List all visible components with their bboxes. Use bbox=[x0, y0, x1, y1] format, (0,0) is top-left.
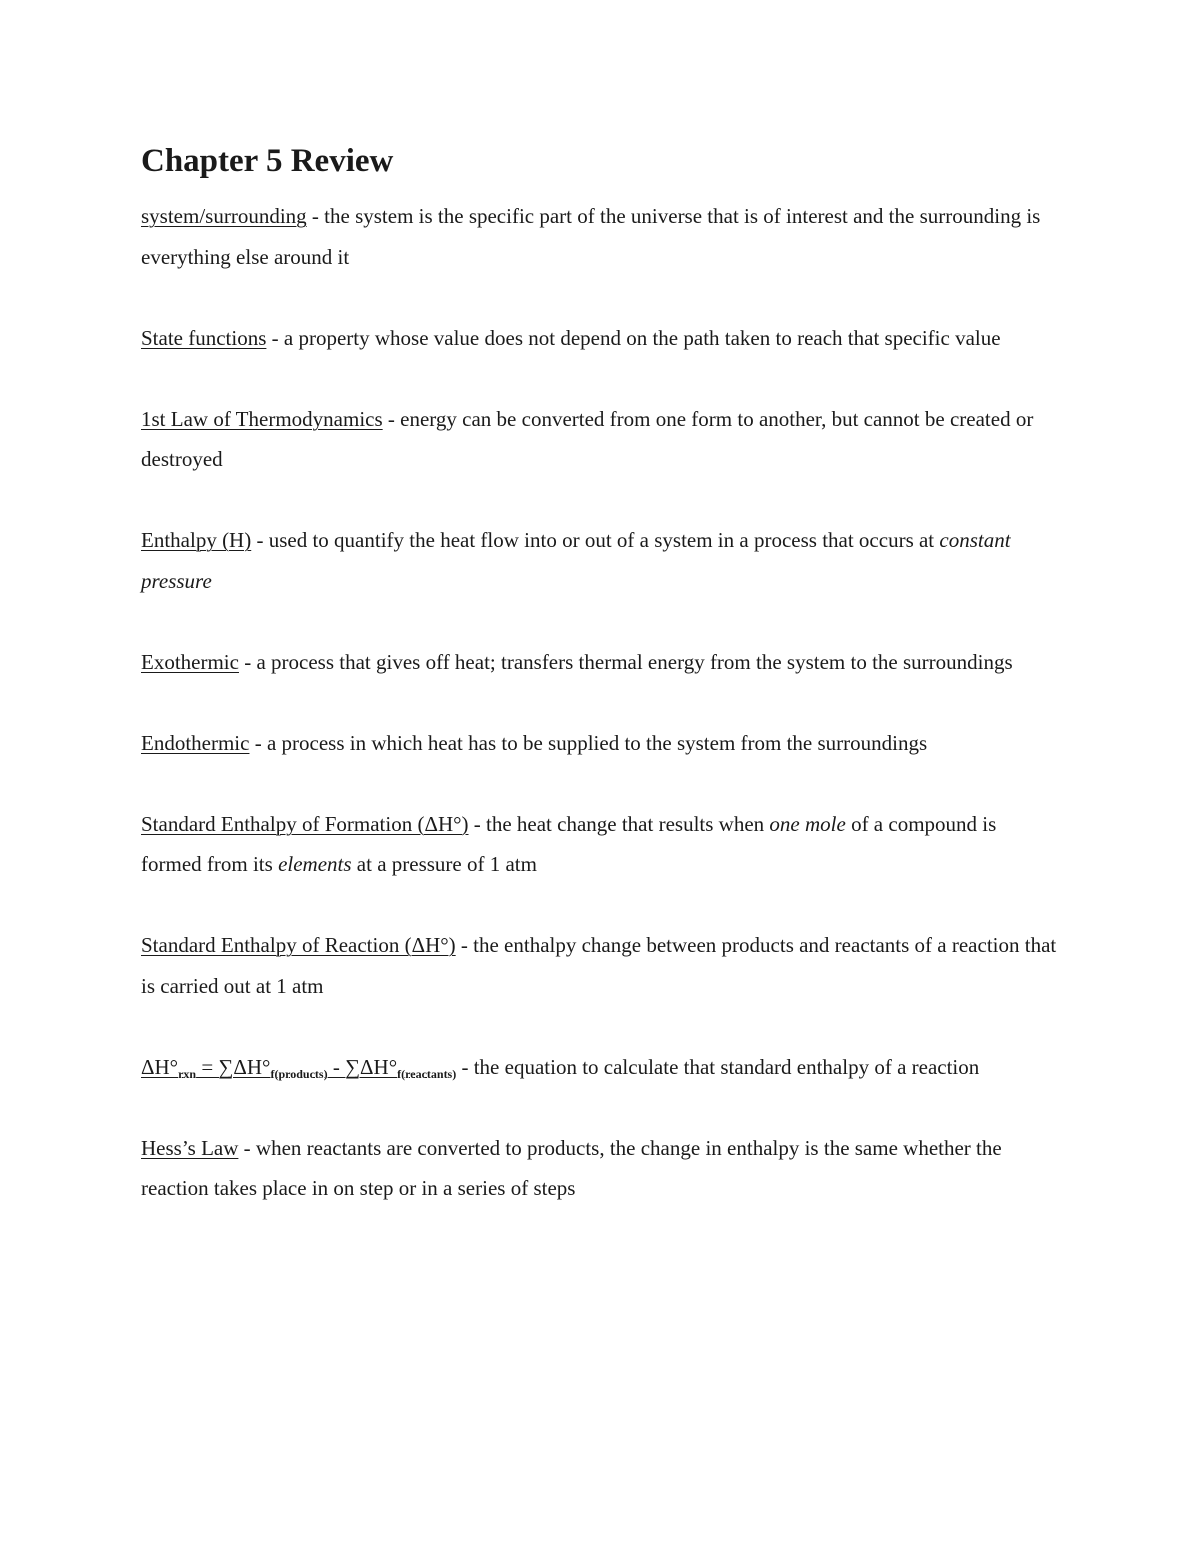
term: Standard Enthalpy of Formation (ΔH°) bbox=[141, 811, 469, 836]
definition: - the enthalpy change between products and reactants of a reaction that is carried out at 1 atm bbox=[141, 933, 1057, 998]
equation-subscript-products: f(products) bbox=[270, 1066, 328, 1081]
entry-first-law bbox=[141, 399, 1061, 480]
entry-hess-law bbox=[141, 1128, 1061, 1209]
equation-part: ΔH° bbox=[141, 1054, 179, 1079]
definition: - used to quantify the heat flow into or out of a system in a process that occurs at bbox=[251, 528, 940, 552]
definition: - when reactants are converted to products, the change in enthalpy is the same whether the reaction takes place in on step or in a series of steps bbox=[141, 1135, 1002, 1200]
document-page bbox=[141, 140, 1061, 1249]
entry-standard-enthalpy-formation bbox=[141, 804, 1061, 885]
enthalpy-equation bbox=[141, 1055, 456, 1079]
term: 1st Law of Thermodynamics bbox=[141, 406, 383, 431]
term: Standard Enthalpy of Reaction (ΔH°) bbox=[141, 933, 456, 957]
entry-enthalpy-equation bbox=[141, 1047, 1061, 1088]
entry-endothermic bbox=[141, 723, 1061, 764]
equation-part: = ∑ΔH° bbox=[196, 1054, 271, 1079]
entry-system-surrounding bbox=[141, 196, 1061, 277]
term: Hess’s Law bbox=[141, 1135, 239, 1160]
entry-exothermic bbox=[141, 642, 1061, 683]
definition: - a process that gives off heat; transfers thermal energy from the system to the surroundings bbox=[238, 649, 1013, 674]
entry-enthalpy bbox=[141, 520, 1061, 601]
definition: - energy can be converted from one form to another, but cannot be created or destroyed bbox=[141, 406, 1034, 471]
term: system/surrounding bbox=[141, 204, 307, 228]
emphasis-one-mole: one mole bbox=[769, 811, 846, 836]
term: Enthalpy (H) bbox=[141, 528, 252, 552]
definition: - a property whose value does not depend on the path taken to reach that specific value bbox=[266, 325, 1001, 350]
definition: - the system is the specific part of the universe that is of interest and the surrounding is everything else around it bbox=[141, 204, 1041, 269]
entry-state-functions bbox=[141, 318, 1061, 359]
page-title: Chapter 5 Review bbox=[141, 143, 394, 179]
entry-standard-enthalpy-reaction bbox=[141, 925, 1061, 1006]
emphasis-elements: elements bbox=[278, 852, 352, 876]
definition: - a process in which heat has to be supplied to the system from the surroundings bbox=[249, 730, 928, 755]
definition-part-b: of a compound is formed from its bbox=[141, 811, 997, 876]
definition: - the equation to calculate that standard enthalpy of a reaction bbox=[456, 1054, 980, 1079]
definition-part-c: at a pressure of 1 atm bbox=[351, 852, 537, 876]
term: Exothermic bbox=[141, 649, 239, 674]
equation-subscript-reactants: f(reactants) bbox=[397, 1066, 457, 1081]
definition-part-a: - the heat change that results when bbox=[468, 811, 770, 836]
term: Endothermic bbox=[141, 730, 250, 755]
emphasis: constant pressure bbox=[141, 528, 1011, 593]
equation-subscript-rxn: rxn bbox=[178, 1066, 197, 1081]
equation-part: - ∑ΔH° bbox=[327, 1054, 398, 1079]
term: State functions bbox=[141, 325, 267, 350]
